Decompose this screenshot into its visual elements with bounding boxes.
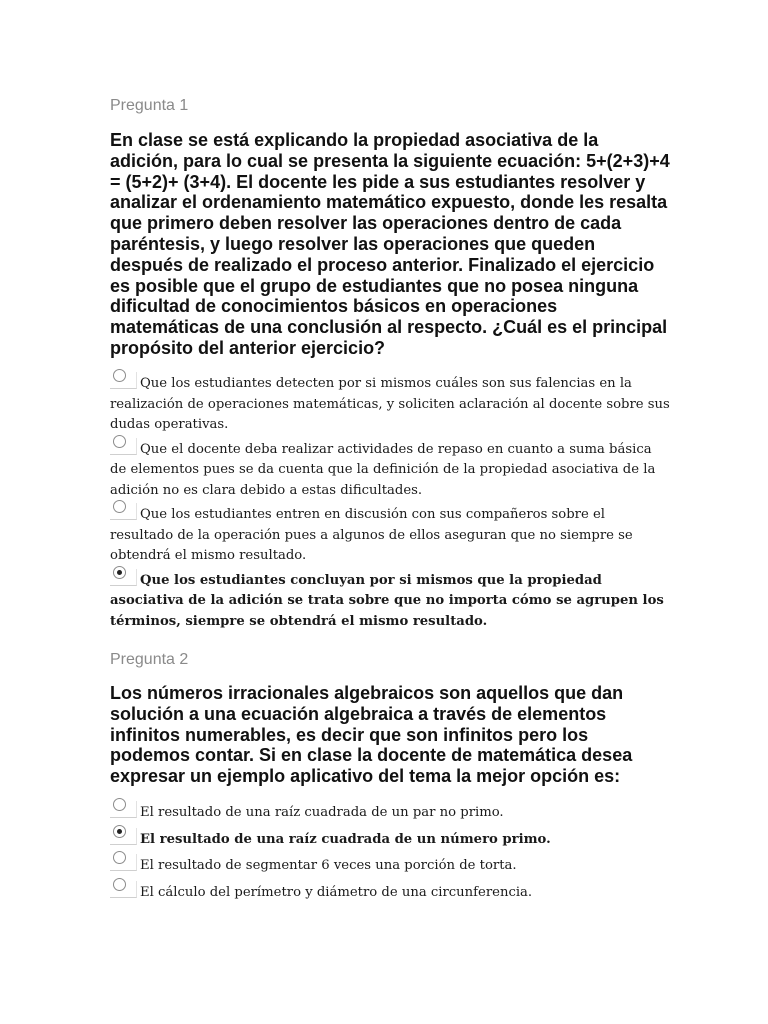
question-1-option-1[interactable] [110, 372, 670, 436]
question-1-header: Pregunta 1 [110, 97, 189, 114]
question-1-option-2[interactable] [110, 438, 670, 502]
option-label: Que los estudiantes concluyan por si mismos que la propiedad asociativa de la adición se trata sobre que no importa cómo se agrupen los términos, siempre se obtendrá el mismo resultado. [110, 572, 664, 629]
option-label: Que los estudiantes detecten por si mismos cuáles son sus falencias en la realización de operaciones matemáticas, y soliciten aclaración al docente sobre sus dudas operativas. [110, 376, 670, 432]
option-label: El resultado de una raíz cuadrada de un par no primo. [140, 805, 504, 820]
question-2-text: Los números irracionales algebraicos son aquellos que dan solución a una ecuación algebraica a través de elementos infinitos numerables, es decir que son infinitos pero los podemos contar. Si en clase la docente de matemática desea expresar un ejemplo aplicativo del tema la mejor opción es: [110, 683, 633, 787]
option-label: Que los estudiantes entren en discusión con sus compañeros sobre el resultado de la operación pues a algunos de ellos aseguran que no siempre se obtendrá el mismo resultado. [110, 507, 633, 563]
question-2-header: Pregunta 2 [110, 651, 189, 668]
radio-button-selected[interactable] [113, 566, 126, 579]
question-1-text: En clase se está explicando la propiedad asociativa de la adición, para lo cual se presenta la siguiente ecuación: 5+(2+3)+4 = (5+2)+ (3+4). El docente les pide a sus estudiantes resolver y analizar el ordenamiento matemático expuesto, donde les resalta que primero deben resolver las operaciones dentro de cada paréntesis, y luego resolver las operaciones que queden después de realizado el proceso anterior. Finalizado el ejercicio es posible que el grupo de estudiantes que no posea ninguna dificultad de conocimientos básicos en operaciones matemáticas de una conclusión al respecto. ¿Cuál es el principal propósito del anterior ejercicio? [110, 130, 670, 358]
radio-button[interactable] [113, 851, 126, 864]
radio-button[interactable] [113, 435, 126, 448]
radio-button[interactable] [113, 500, 126, 513]
radio-button[interactable] [113, 878, 126, 891]
question-1-option-4[interactable] [110, 569, 670, 633]
question-2-option-3[interactable] [110, 854, 670, 877]
option-label: Que el docente deba realizar actividades de repaso en cuanto a suma básica de elementos pues se da cuenta que la definición de la propiedad asociativa de la adición no es clara debido a estas dificultades. [110, 441, 656, 498]
option-label: El cálculo del perímetro y diámetro de una circunferencia. [140, 884, 533, 900]
radio-button[interactable] [113, 798, 126, 811]
question-2-option-2[interactable] [110, 828, 670, 851]
question-1-option-3[interactable] [110, 503, 670, 567]
option-label: El resultado de una raíz cuadrada de un número primo. [140, 831, 551, 847]
radio-button[interactable] [113, 369, 126, 382]
option-label: El resultado de segmentar 6 veces una porción de torta. [140, 858, 517, 873]
question-2-options [110, 801, 670, 907]
radio-button-selected[interactable] [113, 825, 126, 838]
question-2-option-1[interactable] [110, 801, 670, 824]
question-1-options [110, 372, 670, 634]
question-2-option-4[interactable] [110, 881, 670, 904]
